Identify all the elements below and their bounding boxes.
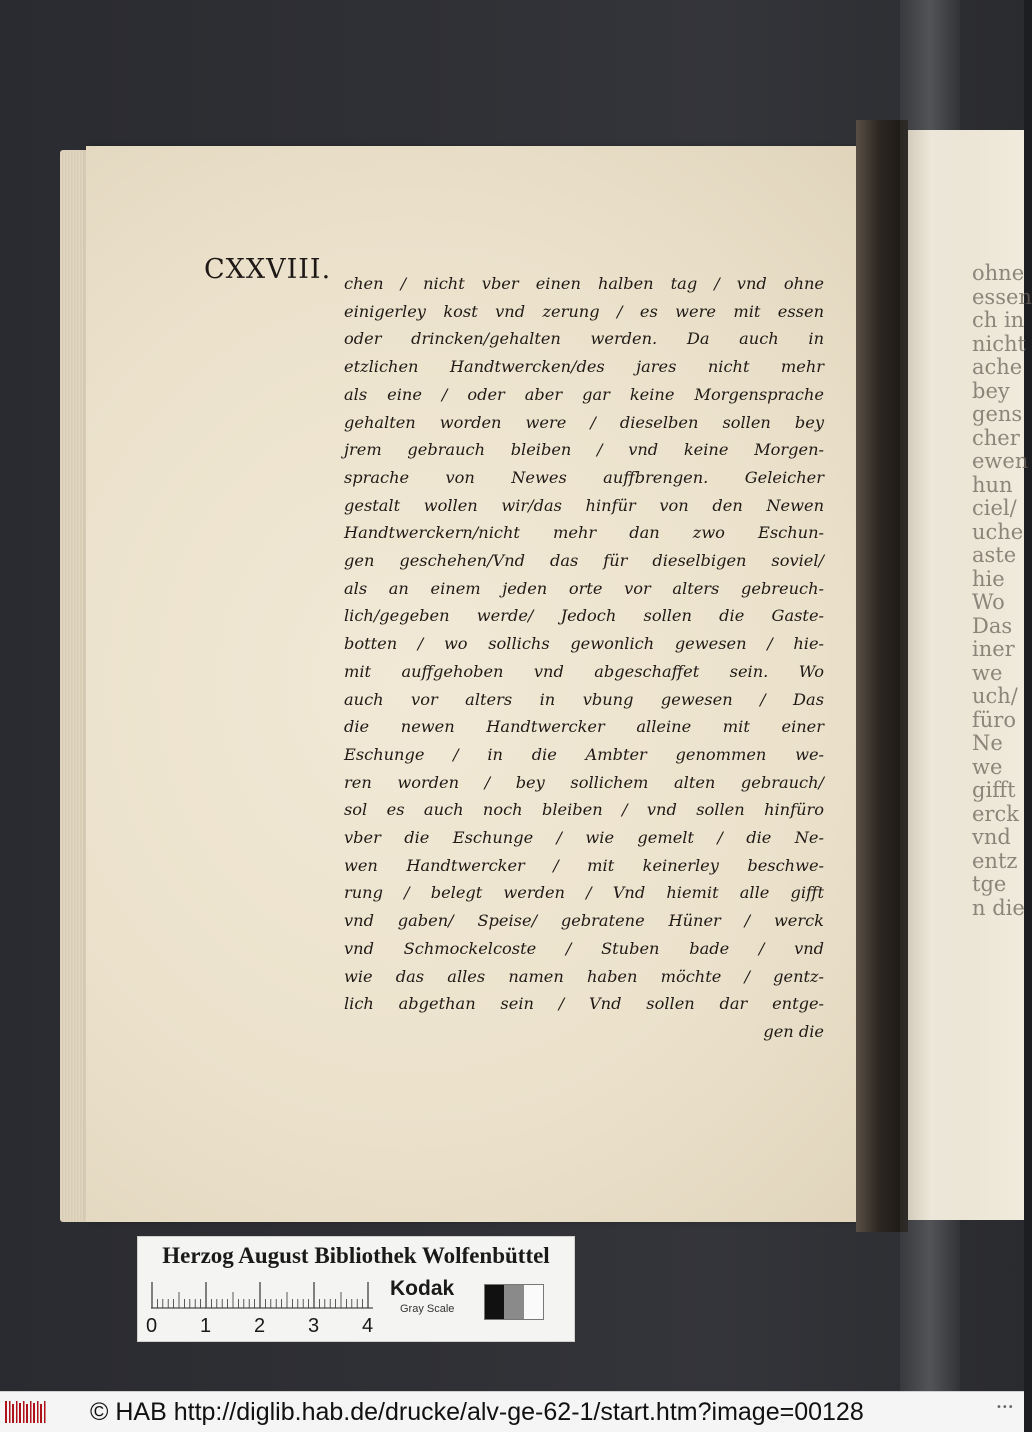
folio-number: CXXVIII. xyxy=(204,254,332,285)
ruler-scale xyxy=(151,1281,373,1309)
text-line: lich/gegeben werde/ Jedoch sollen die Gaste- xyxy=(344,606,824,626)
text-line: ren worden / bey sollichem alten gebrauch/ xyxy=(344,772,824,792)
text-line: einigerley kost vnd zerung / es were mit essen xyxy=(344,301,824,321)
page-text xyxy=(344,270,824,1046)
facing-page-text: ohne essen ch in nicht ache bey gens cher ewen hun ciel/ uche aste hie Wo Das iner we uch/ füro Ne we gifft erck vnd entz tge n die xyxy=(972,261,1032,920)
ruler-number: 3 xyxy=(308,1315,320,1337)
ruler-number: 1 xyxy=(200,1315,212,1337)
text-line: vnd Schmockelcoste / Stuben bade / vnd xyxy=(344,938,824,958)
text-line: gen die xyxy=(763,1021,824,1041)
text-line: wie das alles namen haben möchte / gentz- xyxy=(344,966,824,986)
copyright-url: © HAB http://diglib.hab.de/drucke/alv-ge-62-1/start.htm?image=00128 xyxy=(90,1398,864,1426)
text-line: als an einem jeden orte vor alters gebreuch- xyxy=(344,578,824,598)
text-line: auch vor alters in vbung gewesen / Das xyxy=(344,689,824,709)
kodak-brand: Kodak xyxy=(390,1277,455,1300)
text-line: gen geschehen/Vnd das für dieselbigen soviel/ xyxy=(344,551,824,571)
text-line: wen Handtwercker / mit keinerley beschwe- xyxy=(344,855,824,875)
text-line: sol es auch noch bleiben / vnd sollen hinfüro xyxy=(344,800,824,820)
text-line: die newen Handtwercker alleine mit einer xyxy=(344,717,824,737)
ruler-number: 4 xyxy=(362,1315,374,1337)
text-line: gehalten worden were / dieselben sollen bey xyxy=(344,412,824,432)
text-line: jrem gebrauch bleiben / vnd keine Morgen- xyxy=(344,440,824,460)
text-line: Eschunge / in die Ambter genommen we- xyxy=(344,744,824,764)
text-line: oder drincken/gehalten werden. Da auch in xyxy=(344,329,824,349)
hab-logo-icon xyxy=(4,1398,48,1426)
library-name: Herzog August Bibliothek Wolfenbüttel xyxy=(162,1243,550,1268)
text-line: sprache von Newes auffbrengen. Geleicher xyxy=(344,467,824,487)
ruler-numbers xyxy=(138,1315,378,1339)
text-line: rung / belegt werden / Vnd hiemit alle gifft xyxy=(344,883,824,903)
text-line: lich abgethan sein / Vnd sollen dar entge- xyxy=(344,994,824,1014)
footer-bar xyxy=(0,1391,1024,1432)
ruler-number: 2 xyxy=(254,1315,266,1337)
text-line: chen / nicht vber einen halben tag / vnd ohne xyxy=(344,274,824,293)
gray-scale-label: Gray Scale xyxy=(400,1303,455,1315)
text-line: etzlichen Handtwercken/des jares nicht mehr xyxy=(344,357,824,377)
text-line: Handtwerckern/nicht mehr dan zwo Eschun- xyxy=(344,523,824,543)
library-label xyxy=(137,1236,575,1342)
ruler-number: 0 xyxy=(146,1315,158,1337)
gray-swatches xyxy=(484,1284,544,1320)
text-line: gestalt wollen wir/das hinfür von den Newen xyxy=(344,495,824,515)
text-line: vnd gaben/ Speise/ gebratene Hüner / werck xyxy=(344,911,824,931)
text-line: als eine / oder aber gar keine Morgensprache xyxy=(344,384,824,404)
text-line: vber die Eschunge / wie gemelt / die Ne- xyxy=(344,828,824,848)
text-line: mit auffgehoben vnd abgeschaffet sein. Wo xyxy=(344,661,824,681)
glass-reflection xyxy=(900,0,960,1391)
footer-dots-icon: ••• xyxy=(996,1402,1014,1413)
text-line: botten / wo sollichs gewonlich gewesen / hie- xyxy=(344,634,824,654)
